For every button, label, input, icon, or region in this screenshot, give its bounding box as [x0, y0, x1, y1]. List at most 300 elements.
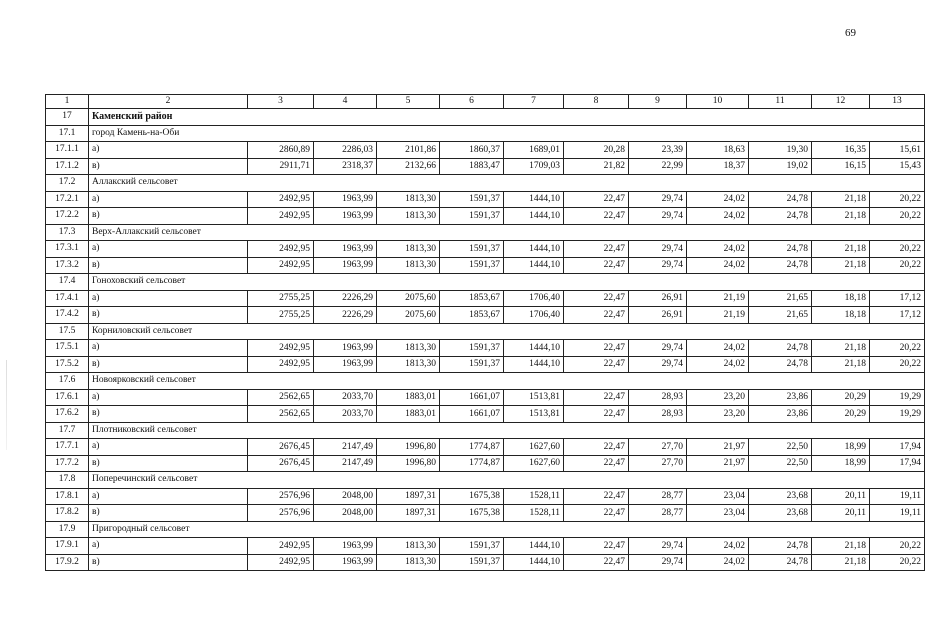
value-cell: 1591,37 [440, 257, 504, 274]
table-row [46, 191, 925, 208]
value-cell: 2101,86 [377, 142, 440, 159]
value-cell: 22,47 [564, 488, 629, 505]
value-cell: 21,65 [749, 290, 812, 307]
value-cell: 17,12 [870, 307, 925, 324]
value-cell: 21,18 [812, 538, 870, 555]
value-cell: 1963,99 [314, 340, 377, 357]
value-cell: 15,43 [870, 158, 925, 175]
value-cell: 2033,70 [314, 389, 377, 406]
settlement-code: 17.3 [46, 224, 89, 241]
table-row [46, 158, 925, 175]
value-cell: 2226,29 [314, 307, 377, 324]
value-cell: 2048,00 [314, 505, 377, 522]
row-code: 17.2.2 [46, 208, 89, 225]
value-cell: 18,99 [812, 439, 870, 456]
value-cell: 1853,67 [440, 290, 504, 307]
settlement-name: Поперечинский сельсовет [89, 472, 925, 489]
row-code: 17.3.2 [46, 257, 89, 274]
value-cell: 1591,37 [440, 356, 504, 373]
value-cell: 20,29 [812, 389, 870, 406]
value-cell: 17,12 [870, 290, 925, 307]
value-cell: 1627,60 [504, 455, 564, 472]
column-number: 7 [504, 95, 564, 109]
value-cell: 1996,80 [377, 455, 440, 472]
value-cell: 1444,10 [504, 356, 564, 373]
value-cell: 16,35 [812, 142, 870, 159]
value-cell: 29,74 [629, 340, 687, 357]
value-cell: 2755,25 [248, 290, 314, 307]
table-row [46, 208, 925, 225]
table-row [46, 554, 925, 571]
settlement-row [46, 521, 925, 538]
value-cell: 1813,30 [377, 208, 440, 225]
value-cell: 2492,95 [248, 208, 314, 225]
value-cell: 1444,10 [504, 241, 564, 258]
value-cell: 22,47 [564, 455, 629, 472]
row-label: а) [89, 439, 248, 456]
value-cell: 1444,10 [504, 257, 564, 274]
value-cell: 2492,95 [248, 257, 314, 274]
row-label: в) [89, 158, 248, 175]
table-row [46, 356, 925, 373]
column-number-row [46, 95, 925, 109]
value-cell: 17,94 [870, 439, 925, 456]
value-cell: 21,18 [812, 241, 870, 258]
value-cell: 22,47 [564, 389, 629, 406]
row-label: в) [89, 257, 248, 274]
value-cell: 22,47 [564, 554, 629, 571]
value-cell: 23,68 [749, 488, 812, 505]
value-cell: 1963,99 [314, 356, 377, 373]
value-cell: 19,02 [749, 158, 812, 175]
value-cell: 21,19 [687, 307, 749, 324]
settlement-code: 17.5 [46, 323, 89, 340]
value-cell: 1675,38 [440, 488, 504, 505]
value-cell: 29,74 [629, 191, 687, 208]
value-cell: 1444,10 [504, 191, 564, 208]
value-cell: 19,11 [870, 488, 925, 505]
row-code: 17.4.2 [46, 307, 89, 324]
row-code: 17.6.2 [46, 406, 89, 423]
row-label: в) [89, 307, 248, 324]
value-cell: 2755,25 [248, 307, 314, 324]
value-cell: 1963,99 [314, 241, 377, 258]
value-cell: 24,78 [749, 241, 812, 258]
value-cell: 17,94 [870, 455, 925, 472]
row-code: 17.6.1 [46, 389, 89, 406]
value-cell: 24,02 [687, 538, 749, 555]
table-row [46, 142, 925, 159]
row-code: 17.1.1 [46, 142, 89, 159]
value-cell: 22,47 [564, 505, 629, 522]
value-cell: 2492,95 [248, 356, 314, 373]
value-cell: 1853,67 [440, 307, 504, 324]
column-number: 10 [687, 95, 749, 109]
value-cell: 22,99 [629, 158, 687, 175]
value-cell: 24,78 [749, 340, 812, 357]
value-cell: 29,74 [629, 257, 687, 274]
settlement-name: город Камень-на-Оби [89, 125, 925, 142]
value-cell: 24,02 [687, 191, 749, 208]
value-cell: 23,68 [749, 505, 812, 522]
value-cell: 21,18 [812, 340, 870, 357]
value-cell: 21,18 [812, 554, 870, 571]
value-cell: 1661,07 [440, 406, 504, 423]
value-cell: 24,78 [749, 356, 812, 373]
settlement-row [46, 323, 925, 340]
value-cell: 2562,65 [248, 389, 314, 406]
value-cell: 2492,95 [248, 241, 314, 258]
value-cell: 1706,40 [504, 307, 564, 324]
value-cell: 1963,99 [314, 554, 377, 571]
table-body [46, 95, 925, 571]
value-cell: 22,47 [564, 340, 629, 357]
district-name: Каменский район [89, 109, 925, 126]
value-cell: 29,74 [629, 538, 687, 555]
value-cell: 1996,80 [377, 439, 440, 456]
value-cell: 23,20 [687, 406, 749, 423]
value-cell: 22,47 [564, 241, 629, 258]
column-number: 12 [812, 95, 870, 109]
value-cell: 24,78 [749, 538, 812, 555]
value-cell: 21,65 [749, 307, 812, 324]
column-number: 3 [248, 95, 314, 109]
row-code: 17.1.2 [46, 158, 89, 175]
value-cell: 1513,81 [504, 389, 564, 406]
value-cell: 27,70 [629, 439, 687, 456]
value-cell: 24,02 [687, 241, 749, 258]
value-cell: 21,82 [564, 158, 629, 175]
column-number: 9 [629, 95, 687, 109]
value-cell: 20,22 [870, 554, 925, 571]
value-cell: 18,18 [812, 307, 870, 324]
value-cell: 1883,01 [377, 406, 440, 423]
row-label: в) [89, 505, 248, 522]
settlement-row [46, 373, 925, 390]
value-cell: 1591,37 [440, 340, 504, 357]
table-row [46, 538, 925, 555]
row-label: а) [89, 142, 248, 159]
value-cell: 18,18 [812, 290, 870, 307]
row-code: 17.4.1 [46, 290, 89, 307]
value-cell: 20,22 [870, 356, 925, 373]
value-cell: 20,22 [870, 191, 925, 208]
row-label: в) [89, 406, 248, 423]
value-cell: 28,93 [629, 406, 687, 423]
value-cell: 28,77 [629, 488, 687, 505]
settlement-name: Гоноховский сельсовет [89, 274, 925, 291]
value-cell: 2492,95 [248, 191, 314, 208]
value-cell: 29,74 [629, 554, 687, 571]
value-cell: 24,78 [749, 257, 812, 274]
table-row [46, 389, 925, 406]
value-cell: 1813,30 [377, 241, 440, 258]
value-cell: 20,29 [812, 406, 870, 423]
value-cell: 24,02 [687, 208, 749, 225]
column-number: 11 [749, 95, 812, 109]
value-cell: 29,74 [629, 241, 687, 258]
row-label: а) [89, 488, 248, 505]
settlement-row [46, 422, 925, 439]
value-cell: 1706,40 [504, 290, 564, 307]
value-cell: 1661,07 [440, 389, 504, 406]
settlement-code: 17.4 [46, 274, 89, 291]
value-cell: 1897,31 [377, 505, 440, 522]
value-cell: 1444,10 [504, 538, 564, 555]
row-code: 17.9.1 [46, 538, 89, 555]
row-label: а) [89, 340, 248, 357]
value-cell: 1444,10 [504, 208, 564, 225]
value-cell: 1813,30 [377, 554, 440, 571]
value-cell: 2492,95 [248, 340, 314, 357]
row-code: 17.5.1 [46, 340, 89, 357]
table-row [46, 406, 925, 423]
table-row [46, 455, 925, 472]
value-cell: 22,47 [564, 191, 629, 208]
value-cell: 21,19 [687, 290, 749, 307]
settlement-code: 17.2 [46, 175, 89, 192]
value-cell: 1963,99 [314, 257, 377, 274]
value-cell: 1591,37 [440, 241, 504, 258]
value-cell: 22,47 [564, 538, 629, 555]
value-cell: 2132,66 [377, 158, 440, 175]
value-cell: 2147,49 [314, 439, 377, 456]
value-cell: 2147,49 [314, 455, 377, 472]
settlement-code: 17.7 [46, 422, 89, 439]
value-cell: 2562,65 [248, 406, 314, 423]
value-cell: 21,18 [812, 191, 870, 208]
value-cell: 1813,30 [377, 538, 440, 555]
value-cell: 1591,37 [440, 538, 504, 555]
row-code: 17.9.2 [46, 554, 89, 571]
row-label: в) [89, 554, 248, 571]
value-cell: 29,74 [629, 356, 687, 373]
value-cell: 2048,00 [314, 488, 377, 505]
value-cell: 1963,99 [314, 538, 377, 555]
row-code: 17.7.2 [46, 455, 89, 472]
value-cell: 1528,11 [504, 488, 564, 505]
value-cell: 2226,29 [314, 290, 377, 307]
value-cell: 2676,45 [248, 455, 314, 472]
value-cell: 20,11 [812, 488, 870, 505]
value-cell: 15,61 [870, 142, 925, 159]
value-cell: 24,02 [687, 554, 749, 571]
settlement-name: Корниловский сельсовет [89, 323, 925, 340]
value-cell: 22,47 [564, 208, 629, 225]
value-cell: 2075,60 [377, 290, 440, 307]
column-number: 8 [564, 95, 629, 109]
tariff-table [45, 94, 925, 571]
value-cell: 20,28 [564, 142, 629, 159]
row-code: 17.5.2 [46, 356, 89, 373]
value-cell: 18,99 [812, 455, 870, 472]
value-cell: 1591,37 [440, 208, 504, 225]
value-cell: 22,47 [564, 356, 629, 373]
column-number: 5 [377, 95, 440, 109]
value-cell: 22,47 [564, 406, 629, 423]
value-cell: 2075,60 [377, 307, 440, 324]
column-number: 4 [314, 95, 377, 109]
settlement-code: 17.1 [46, 125, 89, 142]
value-cell: 20,22 [870, 208, 925, 225]
value-cell: 23,04 [687, 488, 749, 505]
settlement-row [46, 224, 925, 241]
row-code: 17.2.1 [46, 191, 89, 208]
value-cell: 29,74 [629, 208, 687, 225]
value-cell: 2286,03 [314, 142, 377, 159]
row-code: 17.3.1 [46, 241, 89, 258]
value-cell: 1774,87 [440, 455, 504, 472]
row-code: 17.8.2 [46, 505, 89, 522]
value-cell: 1709,03 [504, 158, 564, 175]
row-label: а) [89, 389, 248, 406]
settlement-row [46, 125, 925, 142]
value-cell: 22,50 [749, 439, 812, 456]
row-label: в) [89, 208, 248, 225]
value-cell: 1883,01 [377, 389, 440, 406]
settlement-row [46, 175, 925, 192]
value-cell: 1883,47 [440, 158, 504, 175]
value-cell: 21,97 [687, 439, 749, 456]
value-cell: 20,22 [870, 538, 925, 555]
settlement-row [46, 274, 925, 291]
value-cell: 20,11 [812, 505, 870, 522]
table-row [46, 505, 925, 522]
column-number: 13 [870, 95, 925, 109]
value-cell: 20,22 [870, 257, 925, 274]
value-cell: 21,18 [812, 257, 870, 274]
value-cell: 19,29 [870, 389, 925, 406]
value-cell: 2033,70 [314, 406, 377, 423]
value-cell: 26,91 [629, 307, 687, 324]
value-cell: 28,77 [629, 505, 687, 522]
value-cell: 1813,30 [377, 191, 440, 208]
district-code: 17 [46, 109, 89, 126]
table-row [46, 439, 925, 456]
value-cell: 19,30 [749, 142, 812, 159]
value-cell: 24,78 [749, 191, 812, 208]
value-cell: 1860,37 [440, 142, 504, 159]
value-cell: 2318,37 [314, 158, 377, 175]
value-cell: 21,18 [812, 208, 870, 225]
value-cell: 21,18 [812, 356, 870, 373]
settlement-name: Новоярковский сельсовет [89, 373, 925, 390]
value-cell: 1513,81 [504, 406, 564, 423]
value-cell: 2860,89 [248, 142, 314, 159]
value-cell: 1444,10 [504, 340, 564, 357]
settlement-code: 17.6 [46, 373, 89, 390]
table-row [46, 257, 925, 274]
row-code: 17.8.1 [46, 488, 89, 505]
value-cell: 1813,30 [377, 257, 440, 274]
settlement-name: Плотниковский сельсовет [89, 422, 925, 439]
value-cell: 20,22 [870, 241, 925, 258]
value-cell: 20,22 [870, 340, 925, 357]
value-cell: 1813,30 [377, 340, 440, 357]
value-cell: 1444,10 [504, 554, 564, 571]
value-cell: 24,78 [749, 208, 812, 225]
value-cell: 28,93 [629, 389, 687, 406]
value-cell: 18,63 [687, 142, 749, 159]
district-row [46, 109, 925, 126]
column-number: 2 [89, 95, 248, 109]
value-cell: 2492,95 [248, 554, 314, 571]
value-cell: 23,86 [749, 389, 812, 406]
value-cell: 2576,96 [248, 505, 314, 522]
settlement-row [46, 472, 925, 489]
value-cell: 26,91 [629, 290, 687, 307]
value-cell: 22,50 [749, 455, 812, 472]
value-cell: 23,39 [629, 142, 687, 159]
table-row [46, 340, 925, 357]
value-cell: 1774,87 [440, 439, 504, 456]
value-cell: 24,02 [687, 257, 749, 274]
settlement-code: 17.8 [46, 472, 89, 489]
value-cell: 2676,45 [248, 439, 314, 456]
value-cell: 1963,99 [314, 191, 377, 208]
value-cell: 2492,95 [248, 538, 314, 555]
value-cell: 1528,11 [504, 505, 564, 522]
row-label: в) [89, 356, 248, 373]
settlement-name: Верх-Аллакский сельсовет [89, 224, 925, 241]
value-cell: 22,47 [564, 439, 629, 456]
value-cell: 23,04 [687, 505, 749, 522]
value-cell: 1813,30 [377, 356, 440, 373]
value-cell: 1591,37 [440, 554, 504, 571]
settlement-name: Аллакский сельсовет [89, 175, 925, 192]
settlement-name: Пригородный сельсовет [89, 521, 925, 538]
table-row [46, 241, 925, 258]
row-label: а) [89, 241, 248, 258]
row-code: 17.7.1 [46, 439, 89, 456]
column-number: 6 [440, 95, 504, 109]
value-cell: 1627,60 [504, 439, 564, 456]
value-cell: 1963,99 [314, 208, 377, 225]
value-cell: 27,70 [629, 455, 687, 472]
row-label: в) [89, 455, 248, 472]
value-cell: 22,47 [564, 307, 629, 324]
table-row [46, 488, 925, 505]
value-cell: 22,47 [564, 290, 629, 307]
row-label: а) [89, 538, 248, 555]
value-cell: 1675,38 [440, 505, 504, 522]
value-cell: 24,78 [749, 554, 812, 571]
value-cell: 19,29 [870, 406, 925, 423]
page-number: 69 [845, 27, 856, 39]
column-number: 1 [46, 95, 89, 109]
value-cell: 24,02 [687, 340, 749, 357]
value-cell: 2576,96 [248, 488, 314, 505]
value-cell: 19,11 [870, 505, 925, 522]
value-cell: 23,86 [749, 406, 812, 423]
row-label: а) [89, 290, 248, 307]
value-cell: 23,20 [687, 389, 749, 406]
settlement-code: 17.9 [46, 521, 89, 538]
value-cell: 24,02 [687, 356, 749, 373]
table-row [46, 290, 925, 307]
value-cell: 1897,31 [377, 488, 440, 505]
value-cell: 22,47 [564, 257, 629, 274]
scan-artifact-line [6, 360, 7, 450]
value-cell: 1591,37 [440, 191, 504, 208]
value-cell: 18,37 [687, 158, 749, 175]
row-label: а) [89, 191, 248, 208]
value-cell: 16,15 [812, 158, 870, 175]
table-row [46, 307, 925, 324]
value-cell: 2911,71 [248, 158, 314, 175]
value-cell: 1689,01 [504, 142, 564, 159]
value-cell: 21,97 [687, 455, 749, 472]
